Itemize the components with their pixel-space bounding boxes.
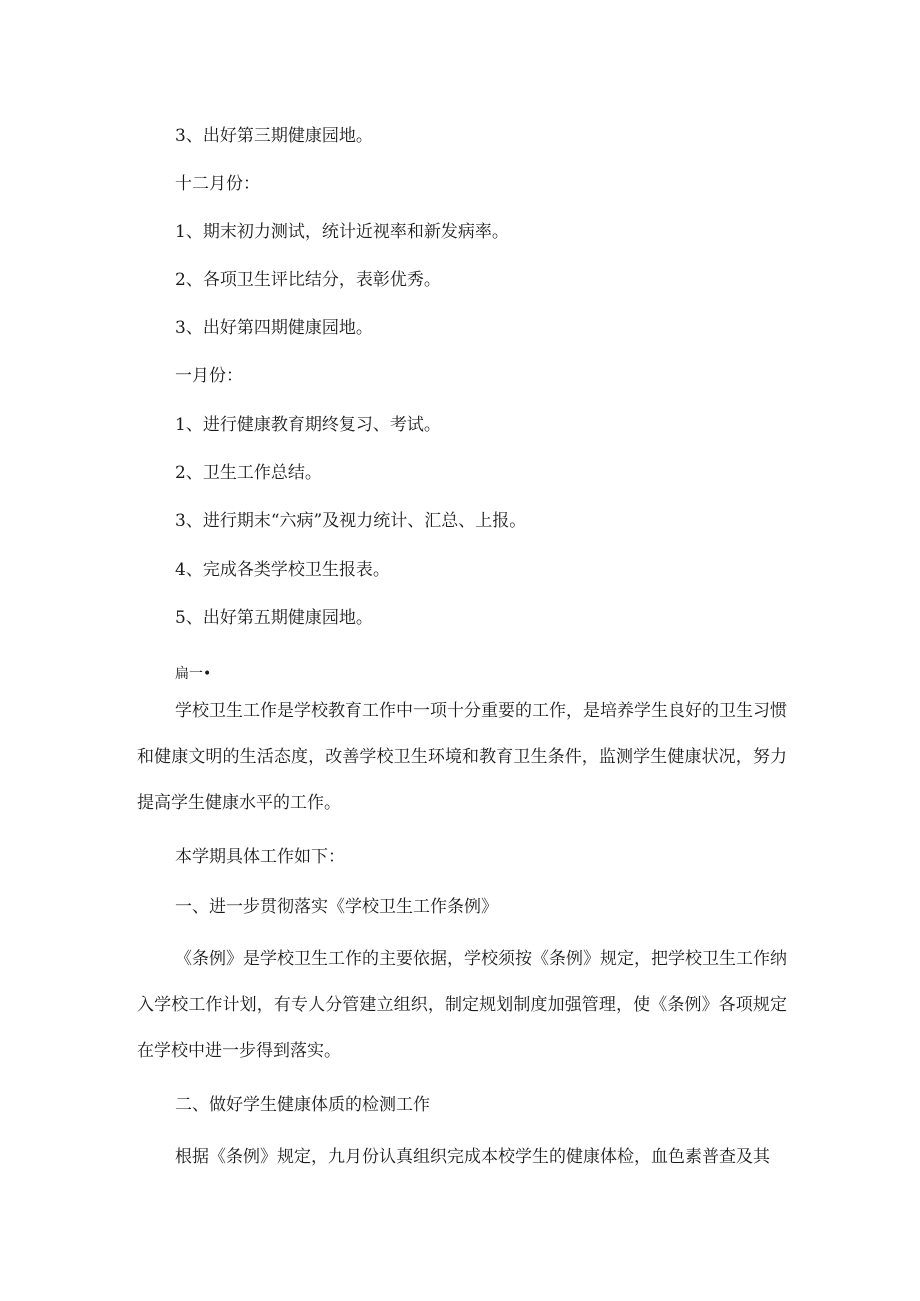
december-item-1: 1、期末初力测试，统计近视率和新发病率。 [175, 222, 509, 242]
january-item-5: 5、出好第五期健康园地。 [175, 608, 373, 628]
december-heading: 十二月份： [175, 174, 260, 194]
paragraph-1: 《条例》是学校卫生工作的主要依据，学校须按《条例》规定，把学校卫生工作纳入学校工作计划，有专人分管建立组织，制定规划制度加强管理，使《条例》各项规定在学校中进一步得到落实。 [137, 949, 787, 1061]
january-heading: 一月份： [175, 366, 243, 386]
heading-1: 一、进一步贯彻落实《学校卫生工作条例》 [175, 897, 498, 917]
january-item-4: 4、完成各类学校卫生报表。 [175, 560, 390, 580]
december-item-3-prev: 3、出好第三期健康园地。 [175, 126, 373, 146]
intro-paragraph: 学校卫生工作是学校教育工作中一项十分重要的工作，是培养学生良好的卫生习惯和健康文明的生活态度，改善学校卫生环境和教育卫生条件，监测学生健康状况，努力提高学生健康水平的工作。 [137, 701, 787, 813]
january-item-1: 1、进行健康教育期终复习、考试。 [175, 415, 441, 435]
december-item-2: 2、各项卫生评比结分，表彰优秀。 [175, 270, 441, 290]
january-item-3: 3、进行期末“六病”及视力统计、汇总、上报。 [175, 511, 527, 531]
january-item-2: 2、卫生工作总结。 [175, 463, 322, 483]
heading-2: 二、做好学生健康体质的检测工作 [175, 1095, 430, 1115]
paragraph-2: 根据《条例》规定，九月份认真组织完成本校学生的健康体检，血色素普查及其 [175, 1147, 770, 1167]
work-intro: 本学期具体工作如下： [175, 847, 345, 867]
section-marker: 扁一• [175, 666, 212, 682]
december-item-3: 3、出好第四期健康园地。 [175, 318, 373, 338]
